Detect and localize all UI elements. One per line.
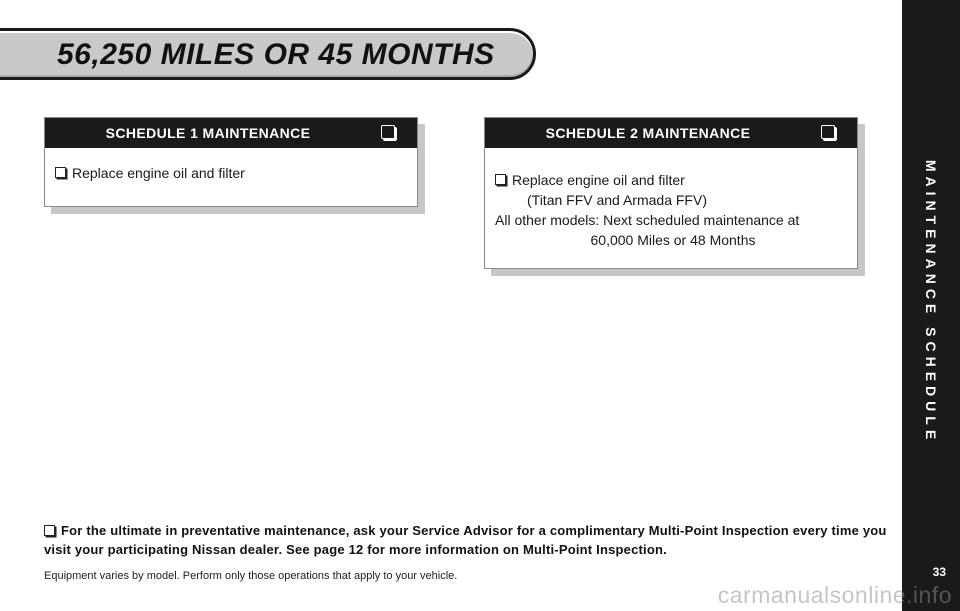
disclaimer: Equipment varies by model. Perform only those operations that apply to your vehicle. — [44, 570, 458, 582]
schedule-2-box — [484, 117, 858, 269]
item-text: Replace engine oil and filter — [72, 165, 245, 181]
schedule-2-body — [485, 148, 857, 260]
item-detail: (Titan FFV and Armada FFV) — [527, 192, 707, 208]
schedule-2-header — [485, 118, 857, 148]
section-label: MAINTENANCE SCHEDULE — [923, 159, 939, 445]
schedule-1-header — [45, 118, 417, 148]
schedule-1-box — [44, 117, 418, 207]
watermark: carmanualsonline.info — [717, 582, 952, 608]
item-text: Replace engine oil and filter — [512, 172, 685, 188]
list-item — [495, 170, 847, 190]
checkbox-icon — [44, 525, 55, 536]
list-item — [55, 163, 407, 183]
checkbox-icon — [381, 125, 395, 139]
schedule-1-title: SCHEDULE 1 MAINTENANCE — [105, 125, 311, 141]
checkbox-icon — [821, 125, 835, 139]
page-number: 33 — [932, 565, 946, 579]
other-models-text: All other models: Next scheduled maintenance at — [495, 212, 800, 228]
section-side-tab — [902, 0, 960, 611]
checkbox-icon — [55, 167, 66, 178]
note-text: For the ultimate in preventative maintenance, ask your Service Advisor for a complimentary Multi-Point Inspection every time you visit your participating Nissan dealer. See page 12 for more information on Multi-Point Inspection. — [44, 523, 887, 557]
schedule-1-body — [45, 148, 417, 193]
checkbox-icon — [495, 174, 506, 185]
inspection-note — [44, 521, 894, 559]
page-title: 56,250 MILES OR 45 MONTHS — [57, 38, 495, 71]
next-maintenance-interval: 60,000 Miles or 48 Months — [590, 232, 756, 248]
schedule-2-title: SCHEDULE 2 MAINTENANCE — [545, 125, 751, 141]
